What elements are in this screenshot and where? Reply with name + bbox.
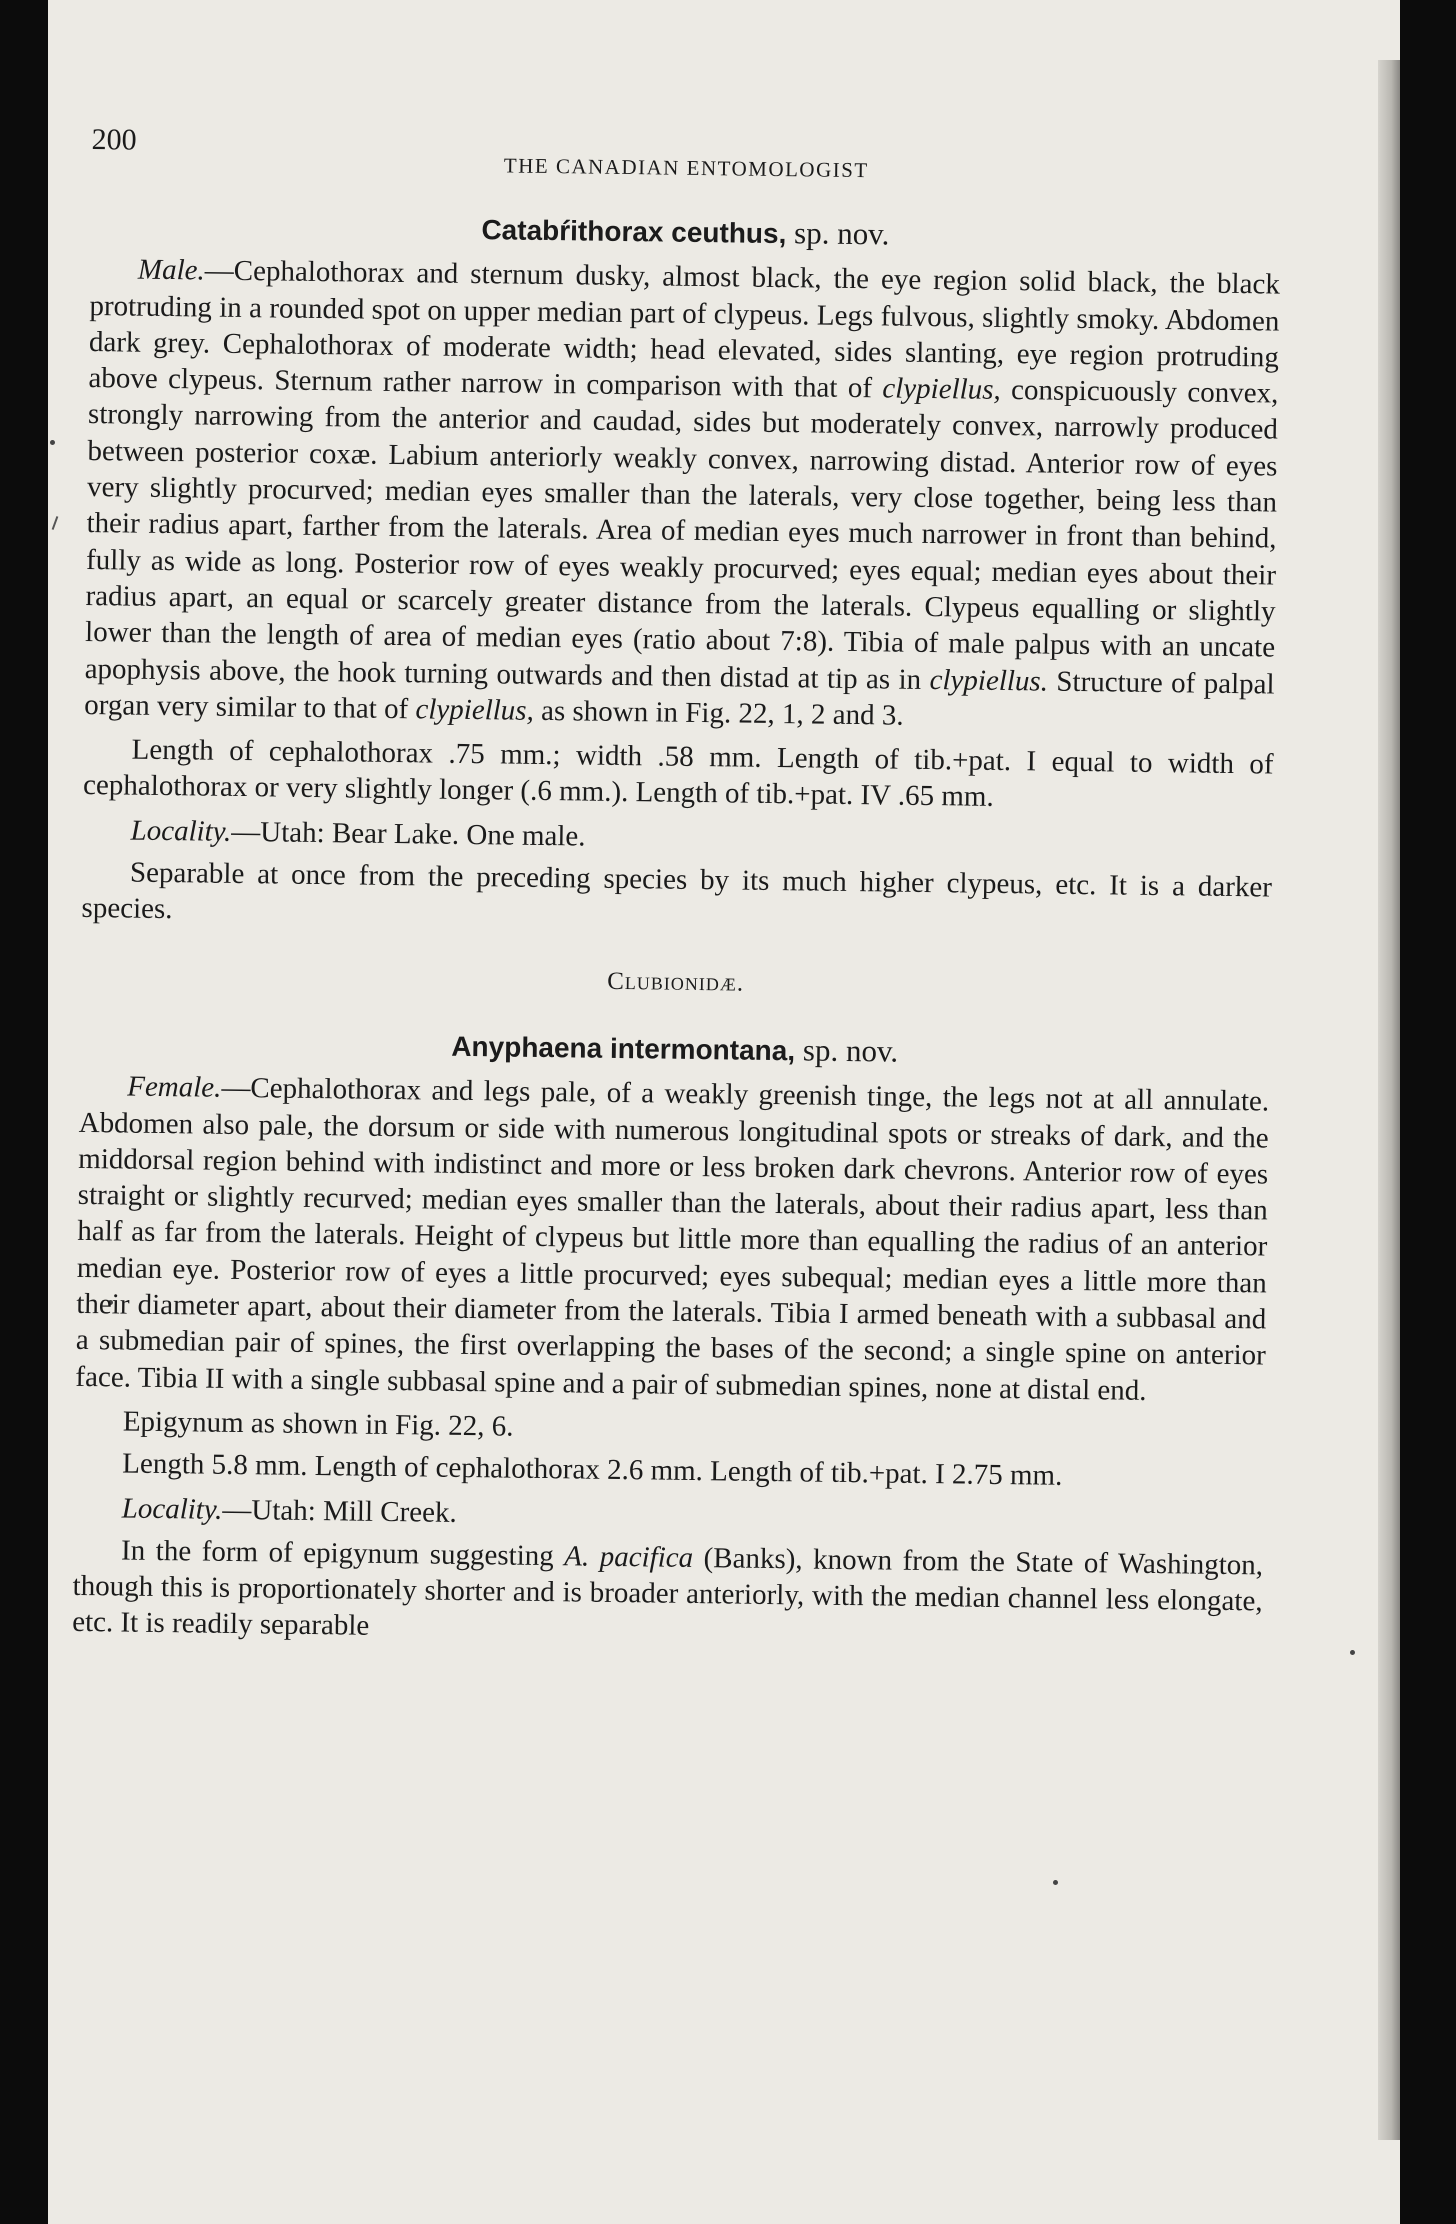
remarks-text: (Banks), known from the State of Washington, though this is proportionately shorter and is broader anteriorly, with the median channel less elongate, etc. It is readily separable: [71, 1541, 1264, 1643]
journal-title: THE CANADIAN ENTOMOLOGIST: [503, 153, 869, 183]
epigynum-paragraph: Epigynum as shown in Fig. 22, 6.: [122, 1405, 514, 1443]
measurements-paragraph: Length 5.8 mm. Length of cephalothorax 2.6 mm. Length of tib.+pat. I 2.75 mm.: [122, 1447, 1063, 1493]
species-suffix: sp. nov.: [793, 215, 890, 252]
margin-speck: [1350, 1650, 1355, 1655]
species-reference: clypiellus,: [882, 372, 1001, 407]
species-heading-1: [90, 206, 1280, 259]
species-heading-2: [80, 1023, 1270, 1076]
sex-label: Male.: [137, 253, 205, 287]
measurements-paragraph: Length of cephalothorax .75 mm.; width .58 mm. Length of tib.+pat. I equal to width of cephalothorax or very slightly longer (.6 mm.). Length of tib.+pat. IV .65 mm.: [82, 733, 1274, 814]
remarks-paragraph: [72, 1532, 1263, 1656]
description-text: as shown in Fig. 22, 1, 2 and 3.: [533, 694, 904, 732]
remarks-paragraph: Separable at once from the preceding species by its much higher clypeus, etc. It is a darker species.: [81, 856, 1273, 926]
remarks-text: In the form of epigynum suggesting: [120, 1534, 565, 1573]
locality-text: —Utah: Bear Lake. One male.: [231, 815, 586, 853]
description-text: Structure of palpal organ very similar to that of: [84, 665, 1275, 726]
description-text: —Cephalothorax and sternum dusky, almost black, the eye region solid black, the black protruding in a rounded spot on upper median part of clypeus. Legs fulvous, slightly smoky. Abdomen dark grey. Cephalothorax of moderate width; head elevated, sides slanting, eye region protruding above clypeus. Sternum rather narrow in comparison with that of: [88, 254, 1281, 405]
description-paragraph: [84, 251, 1280, 738]
family-heading: Clubionidæ.: [606, 967, 745, 997]
locality-label: Locality.: [121, 1492, 223, 1526]
margin-speck: [1053, 1880, 1058, 1885]
species-reference: A. pacifica: [564, 1540, 694, 1574]
page-content: [72, 110, 1282, 1664]
species-suffix: sp. nov.: [802, 1032, 899, 1069]
sex-label: Female.: [127, 1070, 222, 1105]
margin-speck: [50, 440, 55, 445]
description-paragraph: [75, 1068, 1269, 1410]
species-name: Anyphaena intermontana,: [451, 1030, 796, 1067]
species-name: Catabŕithorax ceuthus,: [481, 214, 787, 250]
species-reference: clypiellus.: [929, 663, 1049, 698]
description-text: conspicuously convex, strongly narrowing from the anterior and caudad, sides but moderately convex, narrowly produced between posterior coxæ. Labium anteriorly weakly convex, narrowing distad. Anterior row of eyes very slightly procurved; median eyes smaller than the laterals, very close together, being less than their radius apart, farther from the laterals. Area of median eyes much narrower in front than behind, fully as wide as long. Posterior row of eyes weakly procurved; eyes equal; median eyes about their radius apart, an equal or scarcely greater distance from the laterals. Clypeus equalling or slightly lower than the length of area of median eyes (ratio about 7:8). Tibia of male palpus with an uncate apophysis above, the hook turning outwards and then distad at tip as in: [84, 374, 1279, 696]
description-text: —Cephalothorax and legs pale, of a weakly greenish tinge, the legs not at all annulate. Abdomen also pale, the dorsum or side with numerous longitudinal spots or streaks of dark, and the middorsal region behind with indistinct and more or less broken dark chevrons. Anterior row of eyes straight or slightly recurved; median eyes smaller than the laterals, about their radius apart, less than half as far from the laterals. Height of clypeus but little more than equalling the radius of an anterior median eye. Posterior row of eyes a little procurved; eyes subequal; median eyes a little more than their diameter apart, about their diameter from the laterals. Tibia I armed beneath with a subbasal and a submedian pair of spines, the first overlapping the bases of the second; a single spine on anterior face. Tibia II with a single subbasal spine and a pair of submedian spines, none at distal end.: [75, 1072, 1270, 1407]
species-reference: clypiellus,: [415, 693, 535, 727]
page-number: 200: [91, 122, 137, 157]
page-edge: [1378, 60, 1400, 2140]
locality-text: —Utah: Mill Creek.: [222, 1493, 457, 1529]
locality-label: Locality.: [130, 814, 232, 848]
